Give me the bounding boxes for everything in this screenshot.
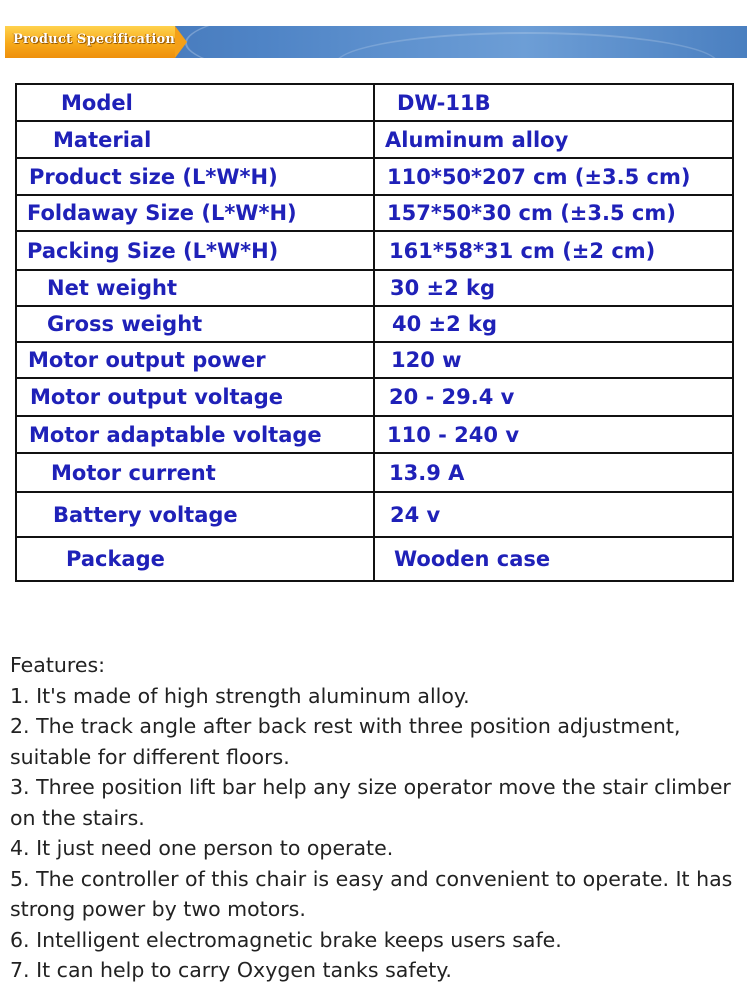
table-row	[16, 270, 733, 306]
spec-table	[15, 83, 734, 582]
spec-value: 120 w	[374, 342, 733, 378]
spec-value: 24 v	[374, 492, 733, 537]
feature-item: 6. Intelligent electromagnetic brake keeps users safe.	[10, 927, 562, 952]
table-row	[16, 342, 733, 378]
table-row	[16, 195, 733, 231]
feature-item: 1. It's made of high strength aluminum alloy.	[10, 683, 470, 708]
spec-value: 157*50*30 cm (±3.5 cm)	[374, 195, 733, 231]
spec-label: Model	[16, 84, 374, 121]
spec-value: DW-11B	[374, 84, 733, 121]
spec-label: Material	[16, 121, 374, 158]
spec-label: Product size (L*W*H)	[16, 158, 374, 195]
spec-label: Motor adaptable voltage	[16, 416, 374, 453]
spec-value: 40 ±2 kg	[374, 306, 733, 342]
table-row	[16, 453, 733, 492]
table-row	[16, 537, 733, 581]
feature-item: 3. Three position lift bar help any size operator move the stair climber on the stairs.	[10, 775, 731, 830]
table-row	[16, 378, 733, 416]
spec-label: Motor output power	[16, 342, 374, 378]
spec-value: 110 - 240 v	[374, 416, 733, 453]
spec-label: Net weight	[16, 270, 374, 306]
table-row	[16, 306, 733, 342]
spec-value: 161*58*31 cm (±2 cm)	[374, 231, 733, 270]
table-row	[16, 231, 733, 270]
features-section	[10, 650, 745, 986]
spec-label: Packing Size (L*W*H)	[16, 231, 374, 270]
spec-value: Aluminum alloy	[374, 121, 733, 158]
feature-item: 5. The controller of this chair is easy and convenient to operate. It has strong power by two motors.	[10, 866, 733, 921]
features-heading: Features:	[10, 653, 106, 677]
feature-item: 2. The track angle after back rest with three position adjustment, suitable for different floors.	[10, 714, 681, 769]
spec-label: Gross weight	[16, 306, 374, 342]
spec-value: 110*50*207 cm (±3.5 cm)	[374, 158, 733, 195]
feature-item: 7. It can help to carry Oxygen tanks safety.	[10, 958, 452, 982]
spec-label: Motor output voltage	[16, 378, 374, 416]
spec-label: Motor current	[16, 453, 374, 492]
table-row	[16, 84, 733, 121]
table-row	[16, 416, 733, 453]
page-title: Product Specification	[13, 32, 176, 47]
table-row	[16, 492, 733, 537]
spec-label: Battery voltage	[16, 492, 374, 537]
spec-value: 30 ±2 kg	[374, 270, 733, 306]
spec-value: 13.9 A	[374, 453, 733, 492]
feature-item: 4. It just need one person to operate.	[10, 836, 394, 860]
banner-title-tag	[5, 26, 175, 58]
table-row	[16, 158, 733, 195]
header-banner	[5, 26, 747, 58]
spec-label: Foldaway Size (L*W*H)	[16, 195, 374, 231]
table-row	[16, 121, 733, 158]
spec-value: Wooden case	[374, 537, 733, 581]
spec-value: 20 - 29.4 v	[374, 378, 733, 416]
spec-label: Package	[16, 537, 374, 581]
